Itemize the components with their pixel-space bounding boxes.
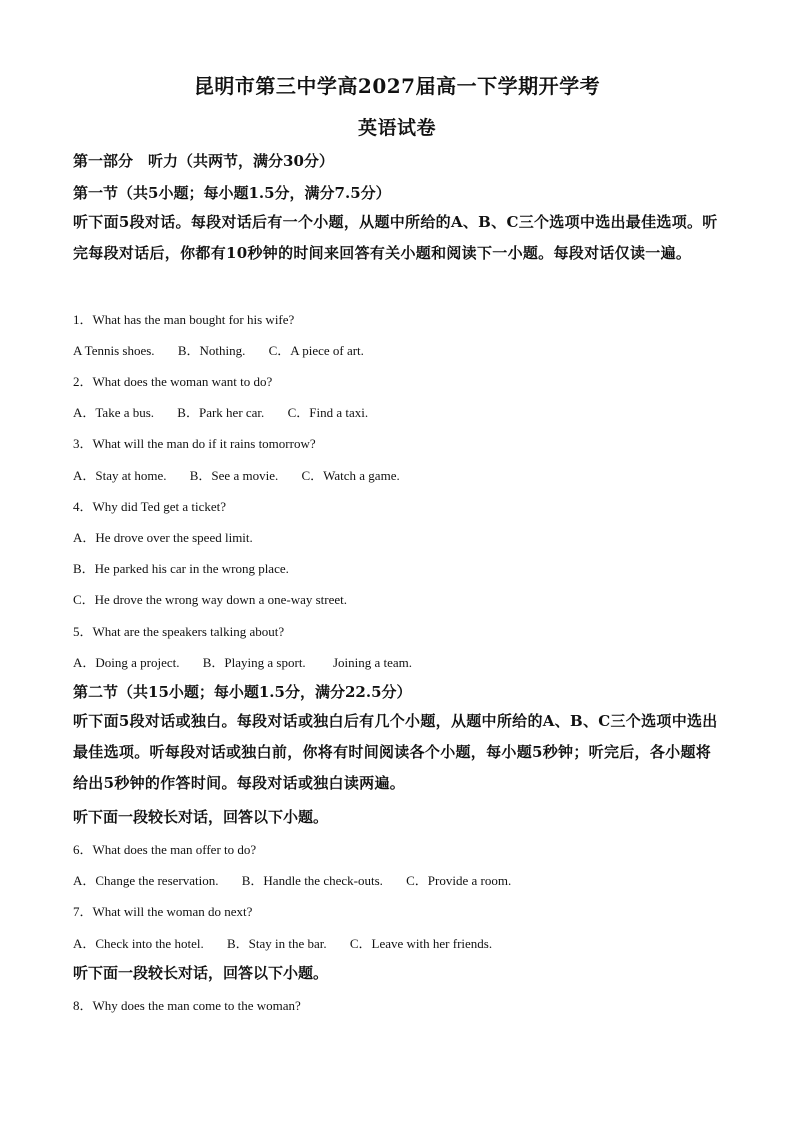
q6-option-a: A．Change the reservation. bbox=[73, 873, 219, 888]
q2-option-a: A．Take a bus. bbox=[73, 405, 155, 420]
section2-instructions: 听下面5段对话或独白。每段对话或独白后有几个小题，从题中所给的A、B、C三个选项中选出最佳选项。听每段对话或独白前，你将有时间阅读各个小题，每小题5秒钟；听完后，各小题将给出5秒钟的作答时间。每段对话或独白读两遍。 bbox=[73, 712, 718, 792]
question-1: 1．What has the man bought for his wife? bbox=[73, 312, 295, 327]
q5-option-c: Joining a team. bbox=[332, 655, 413, 670]
q3-option-c: C．Watch a game. bbox=[301, 468, 400, 483]
q1-option-c: C．A piece of art. bbox=[268, 343, 364, 358]
question-2-options bbox=[73, 402, 368, 421]
q4-option-c: C．He drove the wrong way down a one-way street. bbox=[73, 592, 348, 607]
q7-option-c: C．Leave with her friends. bbox=[349, 936, 493, 951]
q3-option-a: A．Stay at home. bbox=[73, 468, 167, 483]
section1-instructions: 听下面5段对话。每段对话后有一个小题，从题中所给的A、B、C三个选项中选出最佳选项。听完每段对话后，你都有10秒钟的时间来回答有关小题和阅读下一小题。每段对话仅读一遍。 bbox=[73, 213, 718, 262]
exam-subtitle: 英语试卷 bbox=[357, 117, 436, 139]
question-3: 3．What will the man do if it rains tomorrow? bbox=[73, 436, 316, 451]
question-7: 7．What will the woman do next? bbox=[73, 904, 253, 919]
q1-option-a: A Tennis shoes. bbox=[73, 343, 155, 358]
question-3-options bbox=[73, 465, 400, 484]
q2-option-b: B．Park her car. bbox=[177, 405, 265, 420]
q2-option-c: C．Find a taxi. bbox=[287, 405, 369, 420]
question-6-options bbox=[73, 870, 511, 889]
q3-option-b: B．See a movie. bbox=[189, 468, 279, 483]
q7-option-b: B．Stay in the bar. bbox=[226, 936, 327, 951]
q4-option-a: A．He drove over the speed limit. bbox=[73, 530, 253, 545]
q5-option-a: A．Doing a project. bbox=[73, 655, 180, 670]
question-4: 4．Why did Ted get a ticket? bbox=[73, 499, 226, 514]
section1-heading: 第一节（共5小题；每小题1.5分，满分7.5分） bbox=[73, 184, 391, 202]
question-8: 8．Why does the man come to the woman? bbox=[73, 998, 301, 1013]
question-1-options bbox=[73, 340, 364, 359]
question-5-options bbox=[73, 652, 412, 671]
dialog-1-intro: 听下面一段较长对话，回答以下小题。 bbox=[73, 808, 329, 826]
exam-title: 昆明市第三中学高2027届高一下学期开学考 bbox=[193, 74, 601, 98]
q6-option-b: B．Handle the check-outs. bbox=[241, 873, 383, 888]
section2-heading: 第二节（共15小题；每小题1.5分，满分22.5分） bbox=[73, 683, 412, 701]
q1-option-b: B．Nothing. bbox=[177, 343, 246, 358]
q4-option-b: B．He parked his car in the wrong place. bbox=[73, 561, 289, 576]
part1-heading: 第一部分 听力（共两节，满分30分） bbox=[73, 152, 334, 170]
q7-option-a: A．Check into the hotel. bbox=[73, 936, 204, 951]
question-7-options bbox=[73, 933, 492, 952]
q5-option-b: B．Playing a sport. bbox=[202, 655, 306, 670]
q6-option-c: C．Provide a room. bbox=[406, 873, 512, 888]
question-2: 2．What does the woman want to do? bbox=[73, 374, 273, 389]
question-5: 5．What are the speakers talking about? bbox=[73, 624, 285, 639]
question-6: 6．What does the man offer to do? bbox=[73, 842, 257, 857]
dialog-2-intro: 听下面一段较长对话，回答以下小题。 bbox=[73, 964, 329, 982]
